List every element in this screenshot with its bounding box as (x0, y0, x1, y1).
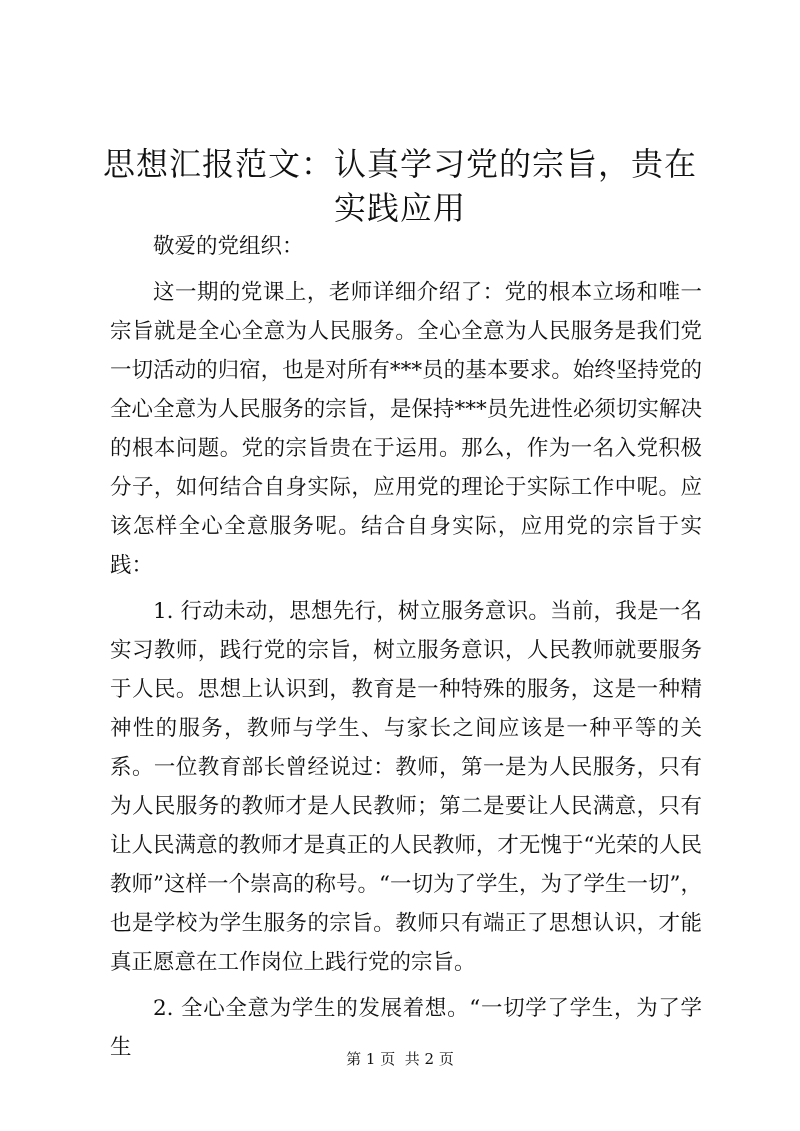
salutation: 敬爱的党组织： (153, 234, 304, 259)
paragraph-point-2: 2. 全心全意为学生的发展着想。“一切学了学生，为了学生 (110, 996, 702, 1060)
page-number: 第 1 页 共 2 页 (346, 1050, 454, 1068)
document-body (110, 227, 702, 1074)
paragraph-intro: 这一期的党课上，老师详细介绍了：党的根本立场和唯一宗旨就是全心全意为人民服务。全心全意为人民服务是我们党一切活动的归宿，也是对所有***员的基本要求。始终坚持党的全心全意为人民服务的宗旨，是保持***员先进性必须切实解决的根本问题。党的宗旨贵在于运用。那么，作为一名入党积极分子，如何结合自身实际，应用党的理论于实际工作中呢。应该怎样全心全意服务呢。结合自身实际，应用党的宗旨于实践： (110, 280, 702, 578)
document-title: 思想汇报范文：认真学习党的宗旨，贵在实践应用 (102, 145, 697, 227)
paragraph-point-1: 1. 行动未动，思想先行，树立服务意识。当前，我是一名实习教师，践行党的宗旨，树立服务意识，人民教师就要服务于人民。思想上认识到，教育是一种特殊的服务，这是一种精神性的服务，教师与学生、与家长之间应该是一种平等的关系。一位教育部长曾经说过：教师，第一是为人民服务，只有为人民服务的教师才是人民教师；第二是要让人民满意，只有让人民满意的教师才是真正的人民教师，才无愧于“光荣的人民教师”这样一个崇高的称号。“一切为了学生，为了学生一切”，也是学校为学生服务的宗旨。教师只有端正了思想认识，才能真正愿意在工作岗位上践行党的宗旨。 (110, 599, 702, 975)
page-footer (0, 1049, 800, 1069)
